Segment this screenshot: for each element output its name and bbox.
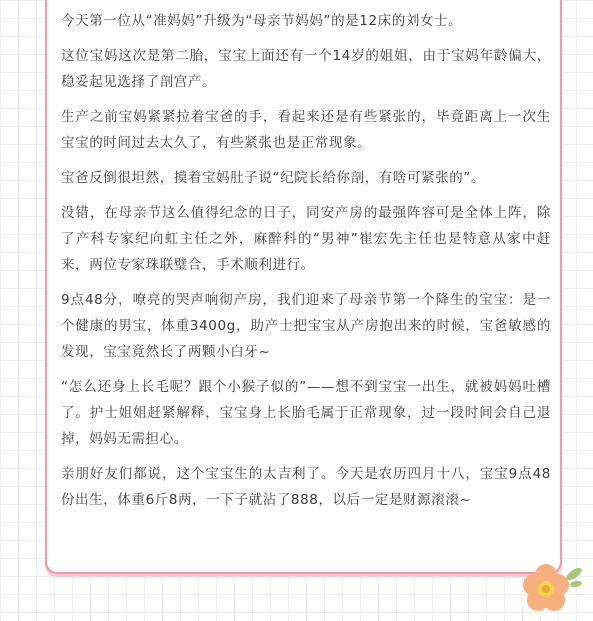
paragraph: 生产之前宝妈紧紧拉着宝爸的手，看起来还是有些紧张的，毕竟距离上一次生宝宝的时间过去太久了，有些紧张也是正常现象。 — [61, 109, 551, 151]
leaf-shape — [570, 580, 583, 588]
flower-icon — [516, 558, 586, 618]
paragraph: “怎么还身上长毛呢？跟个小猴子似的”——想不到宝宝一出生，就被妈妈吐槽了。护士姐姐赶紧解释，宝宝身上长胎毛属于正常现象，过一段时间会自己退掉，妈妈无需担心。 — [61, 379, 551, 447]
paragraph: 宝爸反倒很坦然，摸着宝妈肚子说“纪院长给你剖，有啥可紧张的”。 — [61, 170, 486, 186]
paragraph: 没错，在母亲节这么值得纪念的日子，同安产房的最强阵容可是全体上阵，除了产科专家纪向虹主任之外，麻醉科的“男神”崔宏先主任也是特意从家中赶来，两位专家珠联璧合，手术顺利进行。 — [61, 205, 551, 273]
paragraph: 亲朋好友们都说，这个宝宝生的太吉利了。今天是农历四月十八，宝宝9点48份出生，体重6斤8两，一下子就沾了888，以后一定是财源滚滚~ — [61, 466, 551, 508]
paragraph: 9点48分，嘹亮的哭声响彻产房，我们迎来了母亲节第一个降生的宝宝：是一个健康的男宝，体重3400g，助产士把宝宝从产房抱出来的时候，宝爸敏感的发现，宝宝竟然长了两颗小白牙~ — [61, 292, 551, 360]
paragraph: 这位宝妈这次是第二胎，宝宝上面还有一个14岁的姐姐，由于宝妈年龄偏大，稳妥起见选择了剖宫产。 — [61, 48, 551, 90]
article-body — [61, 8, 551, 522]
flower-center-dot — [542, 585, 550, 593]
paragraph: 今天第一位从“准妈妈”升级为“母亲节妈妈”的是12床的刘女士。 — [61, 13, 463, 29]
